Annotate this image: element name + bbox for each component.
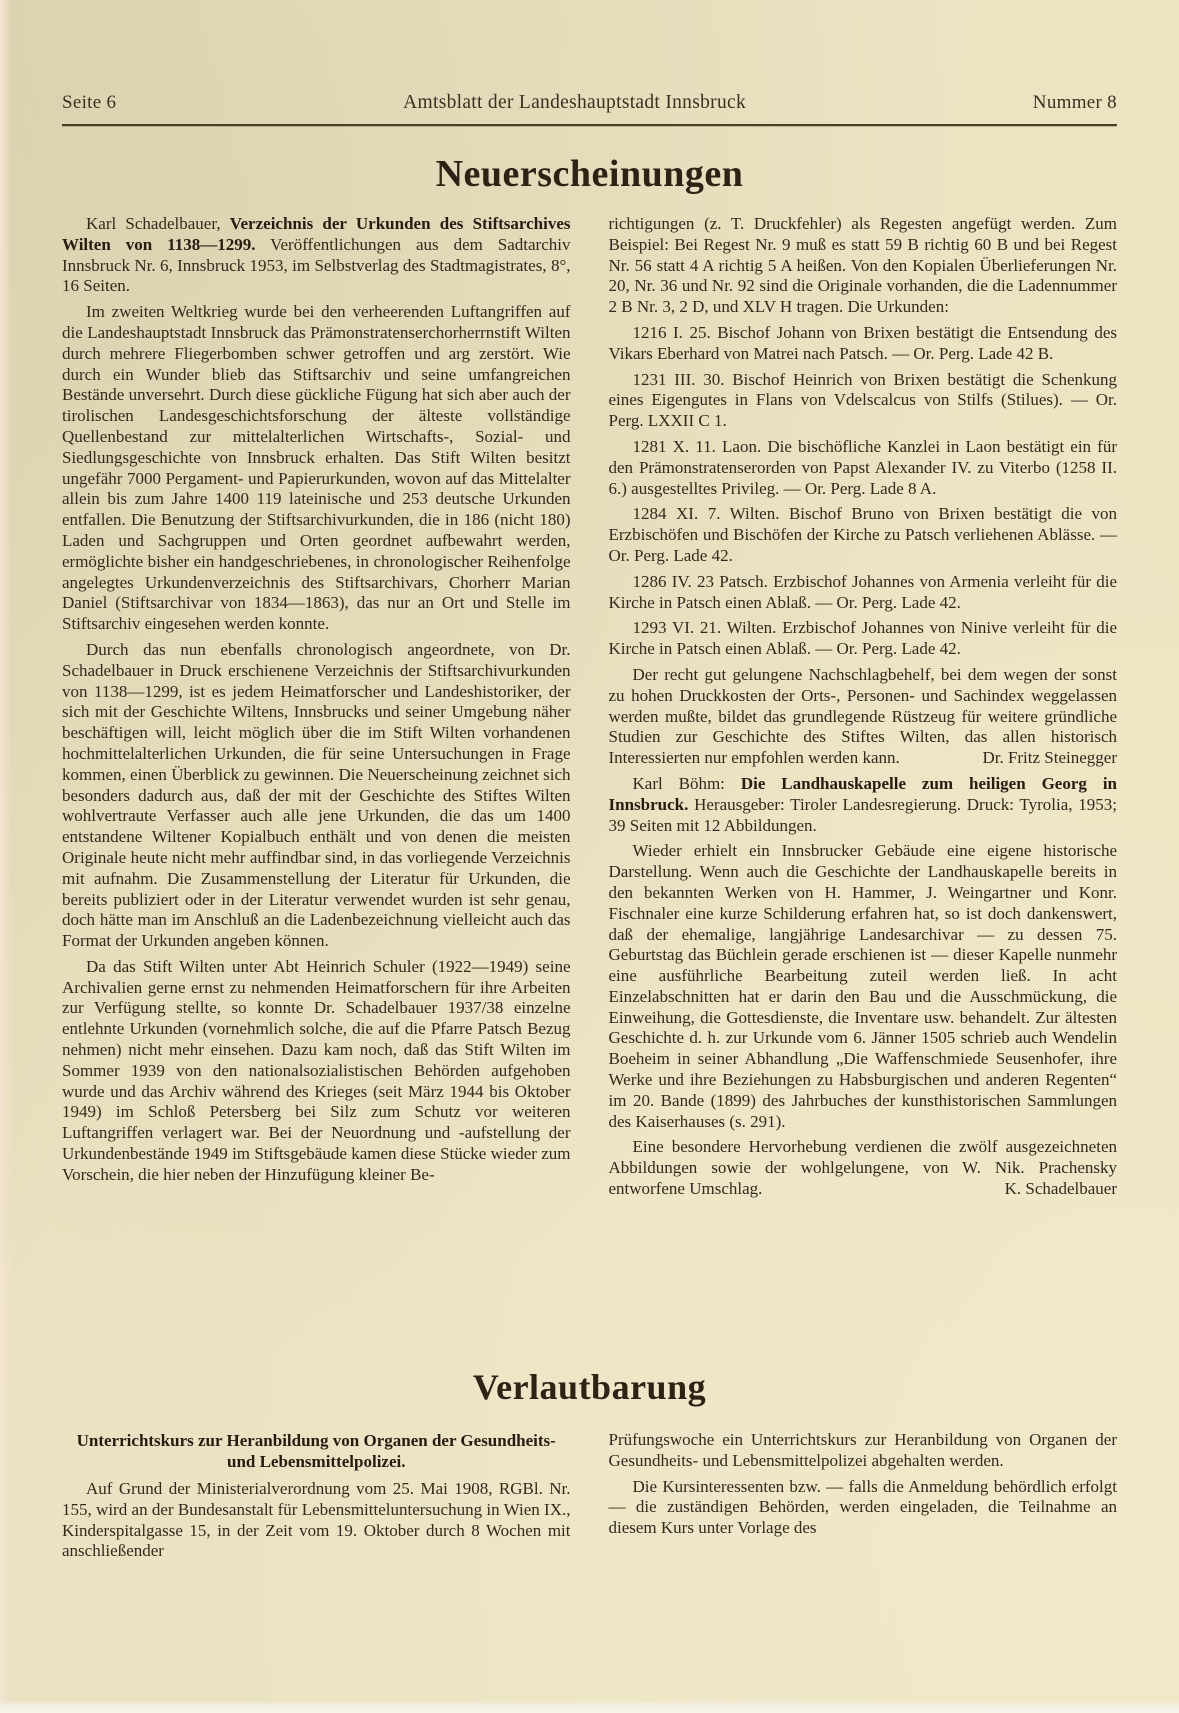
paragraph [609, 437, 1118, 499]
text-run: Eine besondere Hervorhebung verdienen die zwölf ausgezeichneten Abbildungen sowie der wohlgelungene, von W. Nik. Prachensky entworfene Umschlag. [608, 1137, 1117, 1199]
paragraph [609, 214, 1118, 318]
text-run: Herausgeber: Tiroler Landesregierung. Druck: Tyrolia, 1953; 39 Seiten mit 12 Abbildungen. [608, 794, 1117, 835]
paragraph [609, 572, 1118, 614]
bold-text-run: Die Landhauskapelle zum heiligen Georg in Innsbruck. [608, 773, 1117, 814]
paragraph [609, 618, 1118, 660]
verlautbarung-columns [0, 1430, 1179, 1567]
paragraph [609, 323, 1118, 365]
text-run: Auf Grund der Ministerialverordnung vom 25. Mai 1908, RGBl. Nr. 155, wird an der Bundesanstalt für Lebensmitteluntersuchung in Wien IX., Kinderspitalgasse 15, in der Zeit vom 19. Oktober durch 8 Wochen mit anschließender [62, 1479, 571, 1561]
page-number: Seite 6 [62, 92, 117, 113]
paragraph [609, 504, 1118, 566]
neuerscheinungen-left-column [62, 214, 571, 1318]
page-header [0, 0, 1179, 114]
text-run: Prüfungswoche ein Unterrichtskurs zur Heranbildung von Organen der Gesundheits- und Lebensmittelpolizei abgehalten werden. [608, 1430, 1117, 1470]
text-run: Karl Böhm: [632, 773, 741, 793]
verlautbarung-left-column [62, 1430, 571, 1567]
paragraph [609, 1137, 1118, 1199]
journal-title: Amtsblatt der Landeshauptstadt Innsbruck [403, 92, 747, 113]
paragraph [609, 1477, 1118, 1539]
text-run: Karl Schadelbauer, [86, 214, 230, 233]
text-run: Im zweiten Weltkrieg wurde bei den verheerenden Luftangriffen auf die Landeshauptstadt Innsbruck das Prämonstratenserchorherrnstift Wilten durch mehrere Fliegerbomben schwer getroffen und arg zerstört. Wie durch ein Wunder blieb das Stiftsarchiv und seine umfangreichen Bestände unversehrt. Durch diese gückliche Fügung hat sich aber auch der tirolischen Landesgeschichtsforschung der älteste vollständige Quellenbestand zur mittelalterlichen Wirtschafts-, Sozial- und Siedlungsgeschichte von Innsbruck erhalten. Das Stift Wilten besitzt ungefähr 7000 Pergament- und Papierurkunden, wovon auf das Mittelalter allein bis zum Jahre 1400 119 lateinische und 253 deutsche Urkunden entfallen. Die Benutzung der Stiftsarchivurkunden, die in 186 (nicht 180) Laden und Sachgruppen und Orten geordnet aufbewahrt werden, ermöglichte bisher ein handgeschriebenes, in chronologischer Reihenfolge angelegtes Urkundenverzeichnis des Stiftsarchivars, Chorherr Marian Daniel (Stiftsarchivar von 1834—1863), das nur an Ort und Stelle im Stiftsarchiv eingesehen werden konnte. [62, 302, 571, 634]
neuerscheinungen-columns [0, 214, 1179, 1318]
text-run: Wieder erhielt ein Innsbrucker Gebäude eine eigene historische Darstellung. Wenn auch die Geschichte der Landhauskapelle bereits in den bekannten Werken von H. Hammer, J. Weingartner und Konr. Fischnaler eine kurze Schilderung erfahren hat, so ist doch dankenswert, daß der ehemalige, langjährige Landesarchivar — zu dessen 75. Geburtstag das Büchlein gerade erschienen ist — dieser Kapelle nunmehr eine ausführliche Bearbeitung zuteil werden ließ. In acht Einzelabschnitten hat er darin den Bau und die Ausschmückung, die Einweihung, die Gottesdienste, die Inventare usw. behandelt. Zur ältesten Geschichte d. h. zur Urkunde vom 6. Jänner 1505 schrieb auch Wendelin Boeheim in seiner Abhandlung „Die Waffenschmiede Seusenhofer, ihre Werke und ihre Beziehungen zu Habsburgischen und anderen Regenten“ im 20. Bande (1899) des Jahrbuches der kunsthistorischen Sammlungen des Kaiserhauses (s. 291). [608, 841, 1117, 1131]
signature: K. Schadelbauer [1004, 1179, 1117, 1199]
paragraph [62, 640, 571, 952]
text-run: Durch das nun ebenfalls chronologisch angeordnete, von Dr. Schadelbauer in Druck erschienene Verzeichnis der Stiftsarchivurkunden von 1138—1299, ist es jedem Heimatforscher und Landeshistoriker, der sich mit der Geschichte Wiltens, Innsbrucks und seiner Umgebung näher beschäftigen will, leicht möglich über die im Stift Wilten vorhandenen hochmittelalterlichen Urkunden, die für seine Untersuchungen in Frage kommen, einen Überblick zu gewinnen. Die Neuerscheinung zeichnet sich besonders dadurch aus, daß der mit der Geschichte des Stiftes Wilten wohlvertraute Verfasser auch alle jene Urkunden, die das um 1400 entstandene Wiltener Kopialbuch enthält und von denen die meisten Originale heute nicht mehr auffindbar sind, in das vorliegende Verzeichnis mit aufnahm. Die Zusammenstellung der Literatur für Urkunden, die bereits publiziert oder in der Literatur verwendet wurden ist sehr genau, doch hätte man im Anschluß an die Ladenbezeichnung vielleicht auch das Format der Urkunden angeben können. [62, 639, 571, 951]
text-run: Die Kursinteressenten bzw. — falls die Anmeldung behördlich erfolgt — die zuständigen Behörden, werden eingeladen, die Teilnahme an diesem Kurs unter Vorlage des [608, 1476, 1117, 1538]
paragraph [62, 302, 571, 635]
paragraph [62, 957, 571, 1186]
issue-number: Nummer 8 [1032, 92, 1117, 113]
notice-left-paragraphs [62, 1479, 571, 1562]
text-run: 1216 I. 25. Bischof Johann von Brixen bestätigt die Entsendung des Vikars Eberhard von Matrei nach Patsch. — Or. Perg. Lade 42 B. [608, 322, 1117, 363]
signature: Dr. Fritz Steinegger [982, 748, 1117, 768]
bold-text-run: Verzeichnis der Urkunden des Stiftsarchives Wilten von 1138—1299. [62, 214, 571, 254]
paragraph [609, 841, 1118, 1132]
paragraph [609, 774, 1118, 836]
header-rule [62, 124, 1117, 126]
text-run: 1284 XI. 7. Wilten. Bischof Bruno von Brixen bestätigt die von Erzbischöfen und Bischöfen der Kirche zu Patsch verliehenen Ablässe. — Or. Perg. Lade 42. [608, 504, 1117, 565]
paragraph [62, 1479, 571, 1562]
scan-edge-bottom [0, 1700, 1179, 1713]
paragraph [609, 665, 1118, 769]
text-run: Da das Stift Wilten unter Abt Heinrich Schuler (1922—1949) seine Archivalien gerne ernst zu nehmenden Heimatforschern für ihre Arbeiten zur Verfügung stellte, so konnte Dr. Schadelbauer 1937/38 einzelne entlehnte Urkunden (vornehmlich solche, die auf die Pfarre Patsch Bezug nehmen) nicht mehr einsehen. Dazu kam noch, daß das Stift Wilten im Sommer 1939 von den nationalsozialistischen Behörden aufgehoben wurde und das Archiv während des Krieges (seit März 1944 bis Oktober 1949) im Schloß Petersberg bei Silz zum Schutz vor weiteren Luftangriffen verlagert war. Bei der Neuordnung und -aufstellung der Urkundenbestände 1949 im Stiftsgebäude kamen diese Stücke wieder zum Vorschein, die hier neben der Hinzufügung kleiner Be- [62, 956, 571, 1184]
text-run: richtigungen (z. T. Druckfehler) als Regesten angefügt werden. Zum Beispiel: Bei Regest Nr. 9 muß es statt 59 B richtig 60 B und bei Regest Nr. 56 statt 4 A richtig 5 A heißen. Von den Kopialen Überlieferungen Nr. 20, Nr. 36 und Nr. 92 sind die Originale vorhanden, die die Ladennummer 2 B Nr. 3, 2 D, und XLV H tragen. Die Urkunden: [608, 214, 1117, 317]
text-run: 1231 III. 30. Bischof Heinrich von Brixen bestätigt die Schenkung eines Eigengutes in Flans von Vdelscalcus von Stilfs (Stilues). — Or. Perg. LXXII C 1. [608, 369, 1117, 431]
paragraph [609, 1430, 1118, 1472]
paragraph [609, 370, 1118, 432]
text-run: Der recht gut gelungene Nachschlagbehelf, bei dem wegen der sonst zu hohen Druckkosten der Orts-, Personen- und Sachindex weggelassen werden mußte, bildet das grundlegende Rüstzeug für weitere gründliche Studien zur Geschichte des Stiftes Wilten, das allen historisch Interessierten nur empfohlen werden kann. [608, 664, 1117, 768]
text-run: 1286 IV. 23 Patsch. Erzbischof Johannes von Armenia verleiht für die Kirche in Patsch einen Ablaß. — Or. Perg. Lade 42. [608, 571, 1117, 612]
verlautbarung-right-column [609, 1430, 1118, 1567]
notice-heading: Unterrichtskurs zur Heranbildung von Organen der Gesundheits- und Lebensmittelpolizei. [76, 1431, 556, 1471]
section-title-neuerscheinungen: Neuerscheinungen [435, 153, 744, 195]
paragraph [62, 214, 571, 297]
text-run: 1281 X. 11. Laon. Die bischöfliche Kanzlei in Laon bestätigt ein für den Prämonstratenserorden von Papst Alexander IV. zu Viterbo (1258 II. 6.) ausgestelltes Privileg. — Or. Perg. Lade 8 A. [608, 436, 1117, 498]
neuerscheinungen-right-column [609, 214, 1118, 1318]
section-title-verlautbarung: Verlautbarung [472, 1367, 707, 1407]
text-run: 1293 VI. 21. Wilten. Erzbischof Johannes von Ninive verleiht für die Kirche in Patsch einen Ablaß. — Or. Perg. Lade 42. [608, 618, 1117, 659]
text-run: Veröffentlichungen aus dem Sadtarchiv Innsbruck Nr. 6, Innsbruck 1953, im Selbstverlag des Stadtmagistrates, 8°, 16 Seiten. [62, 234, 571, 296]
